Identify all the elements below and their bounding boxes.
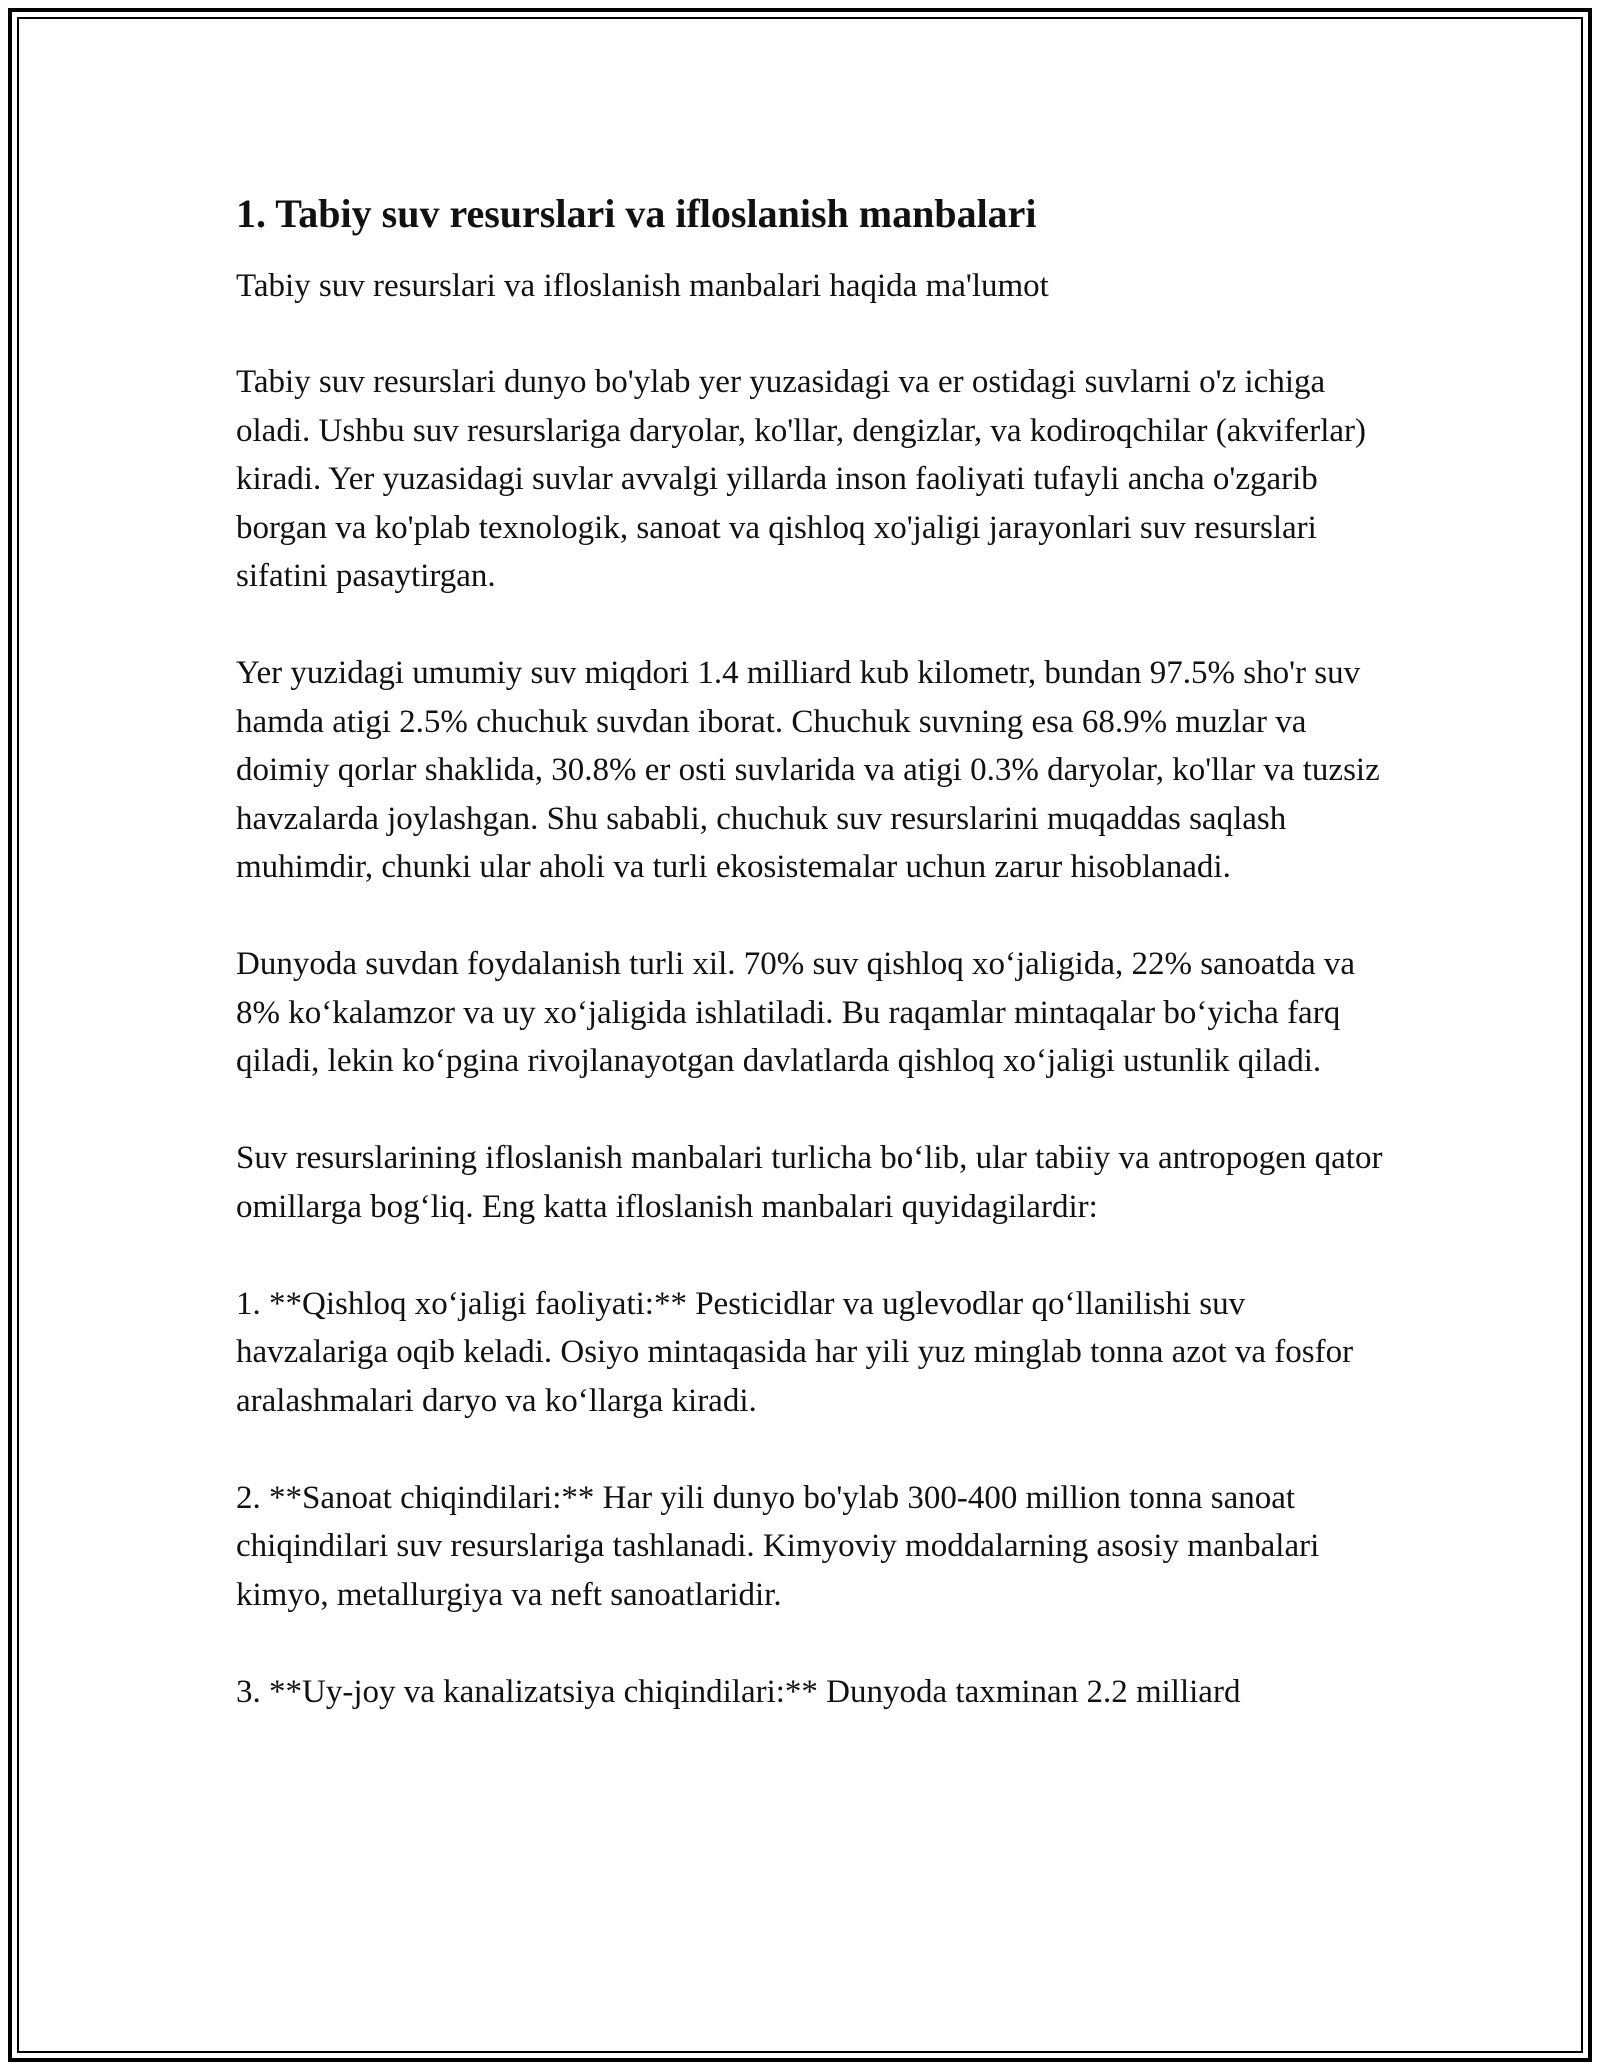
document-body	[236, 190, 1386, 1765]
paragraph-water-resources: Tabiy suv resurslari dunyo bo'ylab yer yuzasidagi va er ostidagi suvlarni o'z ichiga oladi. Ushbu suv resurslariga daryolar, ko'llar, dengizlar, va kodiroqchilar (akviferlar) kiradi. Yer yuzasidagi suvlar avvalgi yillarda inson faoliyati tufayli ancha o'zgarib borgan va ko'plab texnologik, sanoat va qishloq xo'jaligi jarayonlari suv resurslari sifatini pasaytirgan.	[236, 364, 1366, 594]
document-subtitle: Tabiy suv resurslari va ifloslanish manbalari haqida ma'lumot	[236, 268, 1049, 304]
paragraph-water-usage: Dunyoda suvdan foydalanish turli xil. 70% suv qishloq xoʻjaligida, 22% sanoatda va 8% koʻkalamzor va uy xoʻjaligida ishlatiladi. Bu raqamlar mintaqalar boʻyicha farq qiladi, lekin koʻpgina rivojlanayotgan davlatlarda qishloq xoʻjaligi ustunlik qiladi.	[236, 946, 1356, 1079]
list-item-agriculture: 1. **Qishloq xoʻjaligi faoliyati:** Pesticidlar va uglevodlar qoʻllanilishi suv havzalariga oqib keladi. Osiyo mintaqasida har yili yuz minglab tonna azot va fosfor aralashmalari daryo va koʻllarga kiradi.	[236, 1285, 1354, 1419]
paragraph-water-amount: Yer yuzidagi umumiy suv miqdori 1.4 milliard kub kilometr, bundan 97.5% sho'r suv hamda atigi 2.5% chuchuk suvdan iborat. Chuchuk suvning esa 68.9% muzlar va doimiy qorlar shaklida, 30.8% er osti suvlarida va atigi 0.3% daryolar, ko'llar va tuzsiz havzalarda joylashgan. Shu sababli, chuchuk suv resurslarini muqaddas saqlash muhimdir, chunki ular aholi va turli ekosistemalar uchun zarur hisoblanadi.	[236, 655, 1380, 885]
paragraph-pollution-sources: Suv resurslarining ifloslanish manbalari turlicha boʻlib, ular tabiiy va antropogen qator omillarga bogʻliq. Eng katta ifloslanish manbalari quyidagilardir:	[236, 1140, 1383, 1225]
list-item-industrial-waste: 2. **Sanoat chiqindilari:** Har yili dunyo bo'ylab 300-400 million tonna sanoat chiqindilari suv resurslariga tashlanadi. Kimyoviy moddalarning asosiy manbalari kimyo, metallurgiya va neft sanoatlaridir.	[236, 1479, 1320, 1613]
document-title: 1. Tabiy suv resurslari va ifloslanish manbalari	[236, 191, 1037, 236]
list-item-household-waste: 3. **Uy-joy va kanalizatsiya chiqindilari:** Dunyoda taxminan 2.2 milliard	[236, 1673, 1241, 1710]
